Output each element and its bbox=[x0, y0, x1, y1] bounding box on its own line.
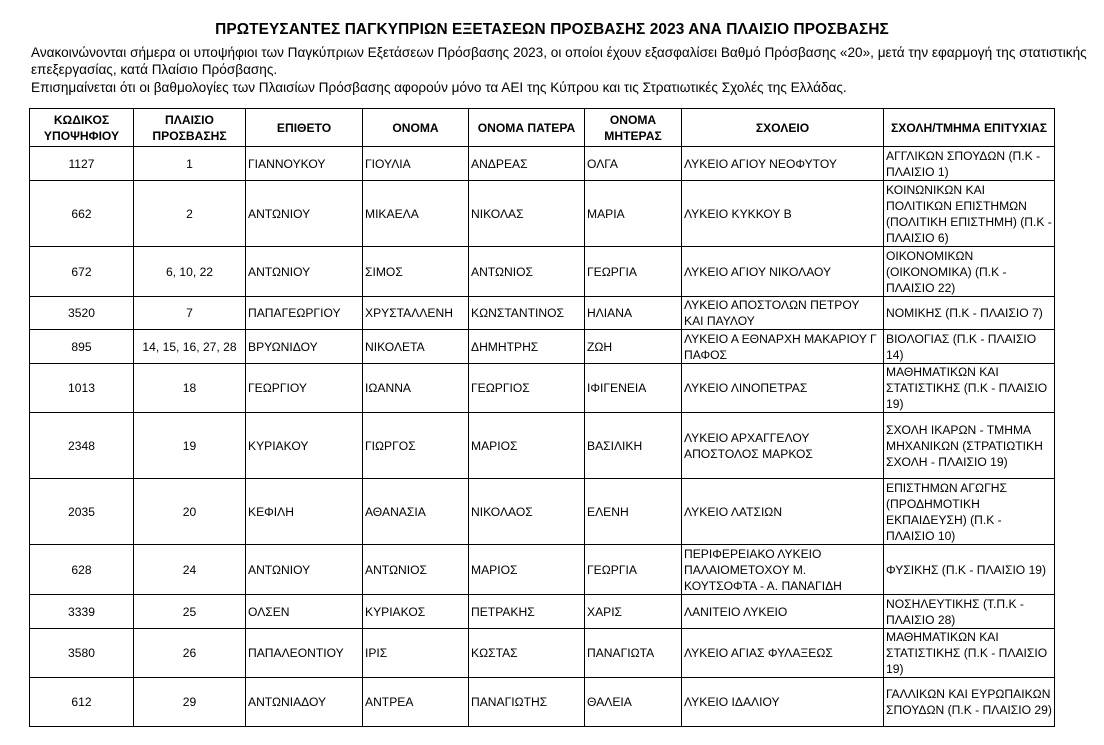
header-mother: ΟΝΟΜΑ ΜΗΤΕΡΑΣ bbox=[585, 109, 682, 147]
cell-surname: ΚΥΡΙΑΚΟΥ bbox=[246, 413, 363, 479]
header-department: ΣΧΟΛΗ/ΤΜΗΜΑ ΕΠΙΤΥΧΙΑΣ bbox=[884, 109, 1055, 147]
cell-plaisio: 18 bbox=[134, 364, 246, 413]
cell-name: ΙΩΑΝΝΑ bbox=[363, 364, 469, 413]
cell-plaisio: 19 bbox=[134, 413, 246, 479]
table-row bbox=[30, 181, 1055, 247]
cell-mother: ΗΛΙΑΝΑ bbox=[585, 297, 682, 330]
table-row bbox=[30, 479, 1055, 545]
cell-school: ΛΥΚΕΙΟ ΛΙΝΟΠΕΤΡΑΣ bbox=[682, 364, 884, 413]
table-row bbox=[30, 330, 1055, 364]
cell-school: ΛΥΚΕΙΟ ΑΓΙΟΥ ΝΕΟΦΥΤΟΥ bbox=[682, 147, 884, 181]
cell-department: ΚΟΙΝΩΝΙΚΩΝ ΚΑΙ ΠΟΛΙΤΙΚΩΝ ΕΠΙΣΤΗΜΩΝ (ΠΟΛΙΤΙΚΗ ΕΠΙΣΤΗΜΗ) (Π.Κ - ΠΛΑΙΣΙΟ 6) bbox=[884, 181, 1055, 247]
header-school: ΣΧΟΛΕΙΟ bbox=[682, 109, 884, 147]
cell-plaisio: 24 bbox=[134, 545, 246, 595]
cell-father: ΔΗΜΗΤΡΗΣ bbox=[469, 330, 585, 364]
cell-code: 895 bbox=[30, 330, 134, 364]
cell-code: 3520 bbox=[30, 297, 134, 330]
cell-department: ΜΑΘΗΜΑΤΙΚΩΝ ΚΑΙ ΣΤΑΤΙΣΤΙΚΗΣ (Π.Κ - ΠΛΑΙΣΙΟ 19) bbox=[884, 364, 1055, 413]
cell-school: ΛΥΚΕΙΟ ΑΓΙΟΥ ΝΙΚΟΛΑΟΥ bbox=[682, 247, 884, 297]
table-row bbox=[30, 629, 1055, 678]
cell-father: ΑΝΔΡΕΑΣ bbox=[469, 147, 585, 181]
header-father: ΟΝΟΜΑ ΠΑΤΕΡΑ bbox=[469, 109, 585, 147]
cell-code: 2348 bbox=[30, 413, 134, 479]
cell-mother: ΖΩΗ bbox=[585, 330, 682, 364]
cell-father: ΠΕΤΡΑΚΗΣ bbox=[469, 595, 585, 629]
cell-code: 2035 bbox=[30, 479, 134, 545]
cell-father: ΚΩΣΤΑΣ bbox=[469, 629, 585, 678]
cell-surname: ΓΙΑΝΝΟΥΚΟΥ bbox=[246, 147, 363, 181]
cell-surname: ΠΑΠΑΓΕΩΡΓΙΟΥ bbox=[246, 297, 363, 330]
cell-name: ΑΝΤΡΕΑ bbox=[363, 678, 469, 727]
cell-plaisio: 1 bbox=[134, 147, 246, 181]
cell-surname: ΑΝΤΩΝΙΟΥ bbox=[246, 181, 363, 247]
table-row bbox=[30, 678, 1055, 727]
header-plaisio: ΠΛΑΙΣΙΟ ΠΡΟΣΒΑΣΗΣ bbox=[134, 109, 246, 147]
table-row bbox=[30, 364, 1055, 413]
cell-department: ΝΟΜΙΚΗΣ (Π.Κ - ΠΛΑΙΣΙΟ 7) bbox=[884, 297, 1055, 330]
cell-name: ΑΘΑΝΑΣΙΑ bbox=[363, 479, 469, 545]
cell-plaisio: 14, 15, 16, 27, 28 bbox=[134, 330, 246, 364]
cell-surname: ΓΕΩΡΓΙΟΥ bbox=[246, 364, 363, 413]
cell-school: ΛΥΚΕΙΟ ΙΔΑΛΙΟΥ bbox=[682, 678, 884, 727]
cell-father: ΓΕΩΡΓΙΟΣ bbox=[469, 364, 585, 413]
cell-surname: ΚΕΦΙΛΗ bbox=[246, 479, 363, 545]
cell-plaisio: 20 bbox=[134, 479, 246, 545]
cell-code: 662 bbox=[30, 181, 134, 247]
cell-department: ΣΧΟΛΗ ΙΚΑΡΩΝ - ΤΜΗΜΑ ΜΗΧΑΝΙΚΩΝ (ΣΤΡΑΤΙΩΤΙΚΗ ΣΧΟΛΗ - ΠΛΑΙΣΙΟ 19) bbox=[884, 413, 1055, 479]
cell-code: 3580 bbox=[30, 629, 134, 678]
cell-name: ΙΡΙΣ bbox=[363, 629, 469, 678]
cell-plaisio: 2 bbox=[134, 181, 246, 247]
cell-father: ΝΙΚΟΛΑΟΣ bbox=[469, 479, 585, 545]
table-header-row bbox=[30, 109, 1055, 147]
cell-surname: ΑΝΤΩΝΙΑΔΟΥ bbox=[246, 678, 363, 727]
document-title: ΠΡΩΤΕΥΣΑΝΤΕΣ ΠΑΓΚΥΠΡΙΩΝ ΕΞΕΤΑΣΕΩΝ ΠΡΟΣΒΑΣΗΣ 2023 ΑΝΑ ΠΛΑΙΣΙΟ ΠΡΟΣΒΑΣΗΣ bbox=[215, 21, 889, 38]
cell-mother: ΓΕΩΡΓΙΑ bbox=[585, 247, 682, 297]
cell-plaisio: 7 bbox=[134, 297, 246, 330]
cell-school: ΛΥΚΕΙΟ ΑΡΧΑΓΓΕΛΟΥ ΑΠΟΣΤΟΛΟΣ ΜΑΡΚΟΣ bbox=[682, 413, 884, 479]
header-name: ΟΝΟΜΑ bbox=[363, 109, 469, 147]
cell-code: 612 bbox=[30, 678, 134, 727]
cell-name: ΑΝΤΩΝΙΟΣ bbox=[363, 545, 469, 595]
cell-code: 1013 bbox=[30, 364, 134, 413]
cell-father: ΜΑΡΙΟΣ bbox=[469, 413, 585, 479]
cell-department: ΜΑΘΗΜΑΤΙΚΩΝ ΚΑΙ ΣΤΑΤΙΣΤΙΚΗΣ (Π.Κ - ΠΛΑΙΣΙΟ 19) bbox=[884, 629, 1055, 678]
table-row bbox=[30, 147, 1055, 181]
cell-mother: ΠΑΝΑΓΙΩΤΑ bbox=[585, 629, 682, 678]
table-row bbox=[30, 247, 1055, 297]
cell-school: ΛΥΚΕΙΟ ΑΠΟΣΤΟΛΩΝ ΠΕΤΡΟΥ ΚΑΙ ΠΑΥΛΟΥ bbox=[682, 297, 884, 330]
table-row bbox=[30, 413, 1055, 479]
cell-mother: ΜΑΡΙΑ bbox=[585, 181, 682, 247]
cell-mother: ΓΕΩΡΓΙΑ bbox=[585, 545, 682, 595]
cell-department: ΟΙΚΟΝΟΜΙΚΩΝ (ΟΙΚΟΝΟΜΙΚΑ) (Π.Κ - ΠΛΑΙΣΙΟ 22) bbox=[884, 247, 1055, 297]
cell-mother: ΘΑΛΕΙΑ bbox=[585, 678, 682, 727]
cell-school: ΛΥΚΕΙΟ ΑΓΙΑΣ ΦΥΛΑΞΕΩΣ bbox=[682, 629, 884, 678]
cell-school: ΛΥΚΕΙΟ ΚΥΚΚΟΥ Β bbox=[682, 181, 884, 247]
cell-father: ΠΑΝΑΓΙΩΤΗΣ bbox=[469, 678, 585, 727]
cell-school: ΛΥΚΕΙΟ Α ΕΘΝΑΡΧΗ ΜΑΚΑΡΙΟΥ Γ ΠΑΦΟΣ bbox=[682, 330, 884, 364]
cell-name: ΚΥΡΙΑΚΟΣ bbox=[363, 595, 469, 629]
cell-father: ΝΙΚΟΛΑΣ bbox=[469, 181, 585, 247]
table-row bbox=[30, 545, 1055, 595]
cell-plaisio: 6, 10, 22 bbox=[134, 247, 246, 297]
table-row bbox=[30, 297, 1055, 330]
cell-school: ΠΕΡΙΦΕΡΕΙΑΚΟ ΛΥΚΕΙΟ ΠΑΛΑΙΟΜΕΤΟΧΟΥ Μ. ΚΟΥΤΣΟΦΤΑ - Α. ΠΑΝΑΓΙΔΗ bbox=[682, 545, 884, 595]
cell-plaisio: 26 bbox=[134, 629, 246, 678]
results-table bbox=[29, 108, 1055, 727]
cell-name: ΣΙΜΟΣ bbox=[363, 247, 469, 297]
cell-code: 3339 bbox=[30, 595, 134, 629]
cell-name: ΓΙΟΥΛΙΑ bbox=[363, 147, 469, 181]
cell-name: ΓΙΩΡΓΟΣ bbox=[363, 413, 469, 479]
cell-mother: ΕΛΕΝΗ bbox=[585, 479, 682, 545]
cell-department: ΑΓΓΛΙΚΩΝ ΣΠΟΥΔΩΝ (Π.Κ - ΠΛΑΙΣΙΟ 1) bbox=[884, 147, 1055, 181]
header-surname: ΕΠΙΘΕΤΟ bbox=[246, 109, 363, 147]
cell-plaisio: 29 bbox=[134, 678, 246, 727]
cell-school: ΛΑΝΙΤΕΙΟ ΛΥΚΕΙΟ bbox=[682, 595, 884, 629]
table-body bbox=[30, 147, 1055, 727]
cell-code: 672 bbox=[30, 247, 134, 297]
cell-school: ΛΥΚΕΙΟ ΛΑΤΣΙΩΝ bbox=[682, 479, 884, 545]
cell-department: ΓΑΛΛΙΚΩΝ ΚΑΙ ΕΥΡΩΠΑΙΚΩΝ ΣΠΟΥΔΩΝ (Π.Κ - ΠΛΑΙΣΙΟ 29) bbox=[884, 678, 1055, 727]
cell-father: ΑΝΤΩΝΙΟΣ bbox=[469, 247, 585, 297]
cell-mother: ΒΑΣΙΛΙΚΗ bbox=[585, 413, 682, 479]
cell-surname: ΟΛΣΕΝ bbox=[246, 595, 363, 629]
cell-mother: ΙΦΙΓΕΝΕΙΑ bbox=[585, 364, 682, 413]
cell-name: ΝΙΚΟΛΕΤΑ bbox=[363, 330, 469, 364]
cell-surname: ΠΑΠΑΛΕΟΝΤΙΟΥ bbox=[246, 629, 363, 678]
intro-paragraph-1: Ανακοινώνονται σήμερα οι υποψήφιοι των Παγκύπριων Εξετάσεων Πρόσβασης 2023, οι οποίοι έχουν εξασφαλίσει Βαθμό Πρόσβασης «20», μετά την εφαρμογή της στατιστικής επεξεργασίας, κατά Πλαίσιο Πρόσβασης. bbox=[31, 45, 1087, 78]
intro-text bbox=[31, 44, 1091, 96]
cell-father: ΚΩΝΣΤΑΝΤΙΝΟΣ bbox=[469, 297, 585, 330]
cell-department: ΕΠΙΣΤΗΜΩΝ ΑΓΩΓΗΣ (ΠΡΟΔΗΜΟΤΙΚΗ ΕΚΠΑΙΔΕΥΣΗ) (Π.Κ - ΠΛΑΙΣΙΟ 10) bbox=[884, 479, 1055, 545]
cell-plaisio: 25 bbox=[134, 595, 246, 629]
cell-name: ΧΡΥΣΤΑΛΛΕΝΗ bbox=[363, 297, 469, 330]
cell-code: 1127 bbox=[30, 147, 134, 181]
cell-mother: ΧΑΡΙΣ bbox=[585, 595, 682, 629]
header-code: ΚΩΔΙΚΟΣ ΥΠΟΨΗΦΙΟΥ bbox=[30, 109, 134, 147]
cell-code: 628 bbox=[30, 545, 134, 595]
cell-surname: ΑΝΤΩΝΙΟΥ bbox=[246, 247, 363, 297]
cell-department: ΒΙΟΛΟΓΙΑΣ (Π.Κ - ΠΛΑΙΣΙΟ 14) bbox=[884, 330, 1055, 364]
cell-department: ΝΟΣΗΛΕΥΤΙΚΗΣ (Τ.Π.Κ - ΠΛΑΙΣΙΟ 28) bbox=[884, 595, 1055, 629]
cell-father: ΜΑΡΙΟΣ bbox=[469, 545, 585, 595]
cell-department: ΦΥΣΙΚΗΣ (Π.Κ - ΠΛΑΙΣΙΟ 19) bbox=[884, 545, 1055, 595]
cell-surname: ΒΡΥΩΝΙΔΟΥ bbox=[246, 330, 363, 364]
cell-name: ΜΙΚΑΕΛΑ bbox=[363, 181, 469, 247]
table-row bbox=[30, 595, 1055, 629]
intro-paragraph-2: Επισημαίνεται ότι οι βαθμολογίες των Πλαισίων Πρόσβασης αφορούν μόνο τα ΑΕΙ της Κύπρου και τις Στρατιωτικές Σχολές της Ελλάδας. bbox=[31, 79, 847, 95]
cell-surname: ΑΝΤΩΝΙΟΥ bbox=[246, 545, 363, 595]
cell-mother: ΟΛΓΑ bbox=[585, 147, 682, 181]
